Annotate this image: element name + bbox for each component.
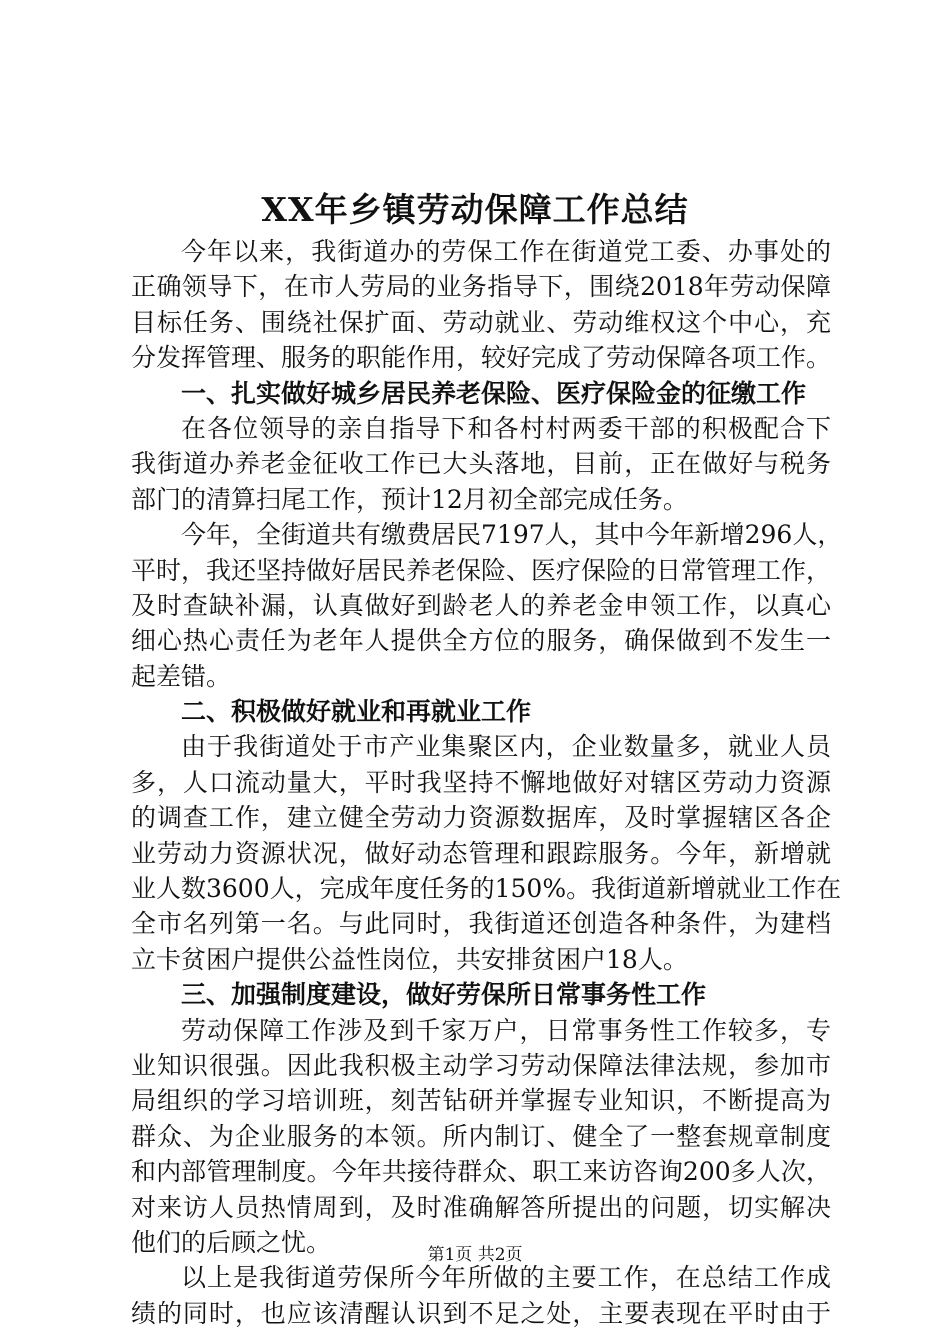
text-line: 业知识很强。因此我积极主动学习劳动保障法律法规，参加市 xyxy=(131,1050,831,1080)
section-heading: 三、加强制度建设，做好劳保所日常事务性工作 xyxy=(181,980,707,1010)
text-line: 目标任务、围绕社保扩面、劳动就业、劳动维权这个中心，充 xyxy=(131,307,831,337)
text-line: 细心热心责任为老年人提供全方位的服务，确保做到不发生一 xyxy=(131,626,831,656)
text-line: 群众、为企业服务的本领。所内制订、健全了一整套规章制度 xyxy=(131,1121,831,1151)
text-line: 全市名列第一名。与此同时，我街道还创造各种条件，为建档 xyxy=(131,909,831,939)
text-line: 分发挥管理、服务的职能作用，较好完成了劳动保障各项工作。 xyxy=(131,343,832,373)
text-line: 绩的同时，也应该清醒认识到不足之处，主要表现在平时由于 xyxy=(131,1298,831,1328)
text-line: 立卡贫困户提供公益性岗位，共安排贫困户18人。 xyxy=(131,944,688,974)
text-line: 部门的清算扫尾工作，预计12月初全部完成任务。 xyxy=(131,484,688,514)
text-line: 平时，我还坚持做好居民养老保险、医疗保险的日常管理工作， xyxy=(131,555,832,585)
text-line: 正确领导下，在市人劳局的业务指导下，围绕2018年劳动保障 xyxy=(131,272,831,302)
text-line: 起差错。 xyxy=(131,661,232,691)
text-line: 局组织的学习培训班，刻苦钻研并掌握专业知识，不断提高为 xyxy=(131,1086,831,1116)
text-line: 及时查缺补漏，认真做好到龄老人的养老金申领工作，以真心 xyxy=(131,590,831,620)
text-line: 今年以来，我街道办的劳保工作在街道党工委、办事处的 xyxy=(181,237,831,266)
text-line: 劳动保障工作涉及到千家万户，日常事务性工作较多，专 xyxy=(181,1015,831,1045)
document-title: XX年乡镇劳动保障工作总结 xyxy=(261,190,689,229)
section-heading: 二、积极做好就业和再就业工作 xyxy=(181,697,532,727)
text-line: 他们的后顾之忧。 xyxy=(131,1227,332,1257)
text-line: 多，人口流动量大，平时我坚持不懈地做好对辖区劳动力资源 xyxy=(131,767,831,797)
text-line: 在各位领导的亲自指导下和各村村两委干部的积极配合下 xyxy=(181,413,831,443)
text-line: 业劳动力资源状况，做好动态管理和跟踪服务。今年，新增就 xyxy=(131,838,831,868)
text-line: 对来访人员热情周到，及时准确解答所提出的问题，切实解决 xyxy=(131,1192,831,1222)
text-line: 业人数3600人，完成年度任务的150%。我街道新增就业工作在 xyxy=(131,874,842,904)
text-line: 由于我街道处于市产业集聚区内，企业数量多，就业人员 xyxy=(181,732,831,762)
page-number-footer: 第1页 共2页 xyxy=(427,1245,523,1265)
text-line: 今年，全街道共有缴费居民7197人，其中今年新增296人， xyxy=(181,520,843,550)
text-line: 和内部管理制度。今年共接待群众、职工来访咨询200多人次， xyxy=(131,1157,831,1187)
document-body xyxy=(131,234,843,1331)
section-heading: 一、扎实做好城乡居民养老保险、医疗保险金的征缴工作 xyxy=(181,378,807,408)
text-line: 的调查工作，建立健全劳动力资源数据库，及时掌握辖区各企 xyxy=(131,803,831,833)
text-line: 我街道办养老金征收工作已大头落地，目前，正在做好与税务 xyxy=(131,449,831,479)
text-line: 以上是我街道劳保所今年所做的主要工作，在总结工作成 xyxy=(181,1263,831,1293)
